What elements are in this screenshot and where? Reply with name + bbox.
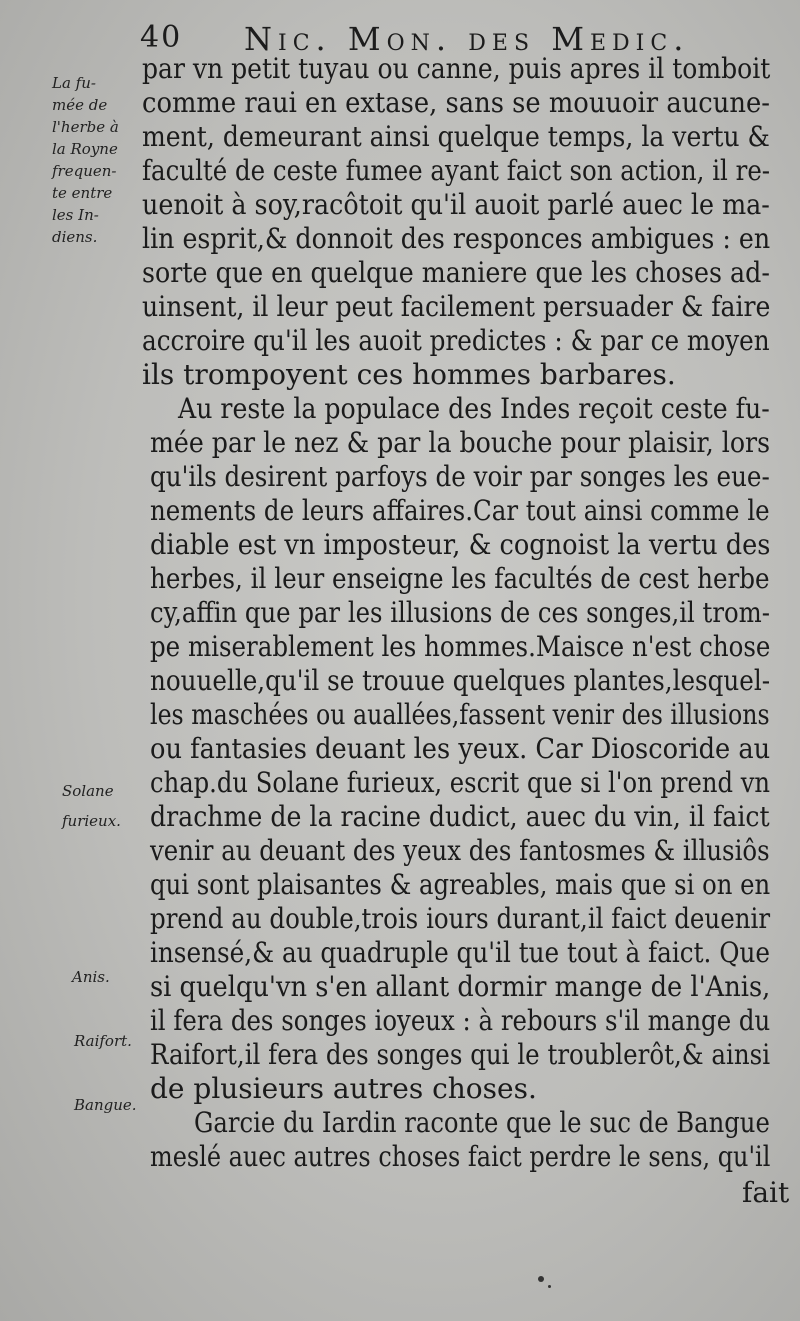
- text-line: comme raui en extase, sans se mouuoir aucune-: [142, 86, 770, 119]
- text-line: meslé auec autres choses faict perdre le sens, qu'il: [150, 1140, 771, 1173]
- text-line: accroire qu'il les auoit predictes : & par ce moyen: [142, 324, 770, 357]
- text-line: prend au double,trois iours durant,il faict deuenir: [150, 902, 771, 935]
- text-line: lin esprit,& donnoit des responces ambigues : en: [142, 222, 771, 255]
- text-line: ou fantasies deuant les yeux. Car Dioscoride au: [150, 732, 771, 765]
- ink-speck: [548, 1285, 551, 1288]
- text-line: il fera des songes ioyeux : à rebours s'il mange du: [150, 1004, 771, 1037]
- text-line: Au reste la populace des Indes reçoit ceste fu-: [178, 392, 770, 425]
- margin-note-line: frequen-: [52, 162, 117, 180]
- text-line: qui sont plaisantes & agreables, mais que si on en: [150, 868, 771, 901]
- text-line: uenoit à soy,racôtoit qu'il auoit parlé auec le ma-: [142, 188, 770, 221]
- margin-note-line: mée de: [52, 96, 108, 114]
- text-line: de plusieurs autres choses.: [150, 1072, 537, 1105]
- text-line: chap.du Solane furieux, escrit que si l'on prend vn: [150, 766, 771, 799]
- text-line: Raifort,il fera des songes qui le troublerôt,& ainsi: [150, 1038, 771, 1071]
- text-line: mée par le nez & par la bouche pour plaisir, lors: [150, 426, 771, 459]
- margin-note-line: les In-: [52, 206, 99, 224]
- text-line: nouuelle,qu'il se trouue quelques plantes,lesquel-: [150, 664, 771, 697]
- text-line: si quelqu'vn s'en allant dormir mange de l'Anis,: [150, 970, 771, 1003]
- page-number: 40: [140, 20, 183, 55]
- text-line: sorte que en quelque maniere que les choses ad-: [142, 256, 770, 289]
- ink-speck: [538, 1276, 544, 1282]
- margin-note-line: Anis.: [72, 968, 110, 986]
- text-line: qu'ils desirent parfoys de voir par songes les eue-: [150, 460, 770, 493]
- text-line: faculté de ceste fumee ayant faict son action, il re-: [142, 154, 771, 187]
- margin-note-line: Raifort.: [74, 1032, 132, 1050]
- catchword: fait: [742, 1176, 790, 1209]
- margin-note-solane: [62, 776, 162, 836]
- running-title: Nic. Mon. des Medic.: [244, 20, 690, 58]
- margin-note-line: Solane: [62, 782, 114, 800]
- text-line: insensé,& au quadruple qu'il tue tout à faict. Que: [150, 936, 771, 969]
- text-line: drachme de la racine dudict, auec du vin, il faict: [150, 800, 770, 833]
- text-line: herbes, il leur enseigne les facultés de cest herbe: [150, 562, 770, 595]
- margin-note-line: te entre: [52, 184, 113, 202]
- text-line: Garcie du Iardin raconte que le suc de Bangue: [194, 1106, 770, 1139]
- margin-note-line: Bangue.: [74, 1096, 137, 1114]
- margin-note-line: la Royne: [52, 140, 118, 158]
- text-line: venir au deuant des yeux des fantosmes & illusiôs: [150, 834, 770, 867]
- text-line: par vn petit tuyau ou canne, puis apres il tomboit: [142, 52, 771, 85]
- text-line: les maschées ou auallées,fassent venir des illusions: [150, 698, 770, 731]
- text-line: diable est vn imposteur, & cognoist la vertu des: [150, 528, 771, 561]
- text-line: cy,affin que par les illusions de ces songes,il trom-: [150, 596, 770, 629]
- margin-note-line: furieux.: [62, 812, 121, 830]
- margin-note-herbe: [52, 72, 152, 248]
- text-line: pe miserablement les hommes.Maisce n'est chose: [150, 630, 771, 663]
- margin-note-line: La fu-: [52, 74, 96, 92]
- text-line: ils trompoyent ces hommes barbares.: [142, 358, 676, 391]
- text-line: nements de leurs affaires.Car tout ainsi comme le: [150, 494, 770, 527]
- margin-note-line: diens.: [52, 228, 98, 246]
- text-line: ment, demeurant ainsi quelque temps, la vertu &: [142, 120, 770, 153]
- text-line: uinsent, il leur peut facilement persuader & faire: [142, 290, 771, 323]
- margin-note-line: l'herbe à: [52, 118, 119, 136]
